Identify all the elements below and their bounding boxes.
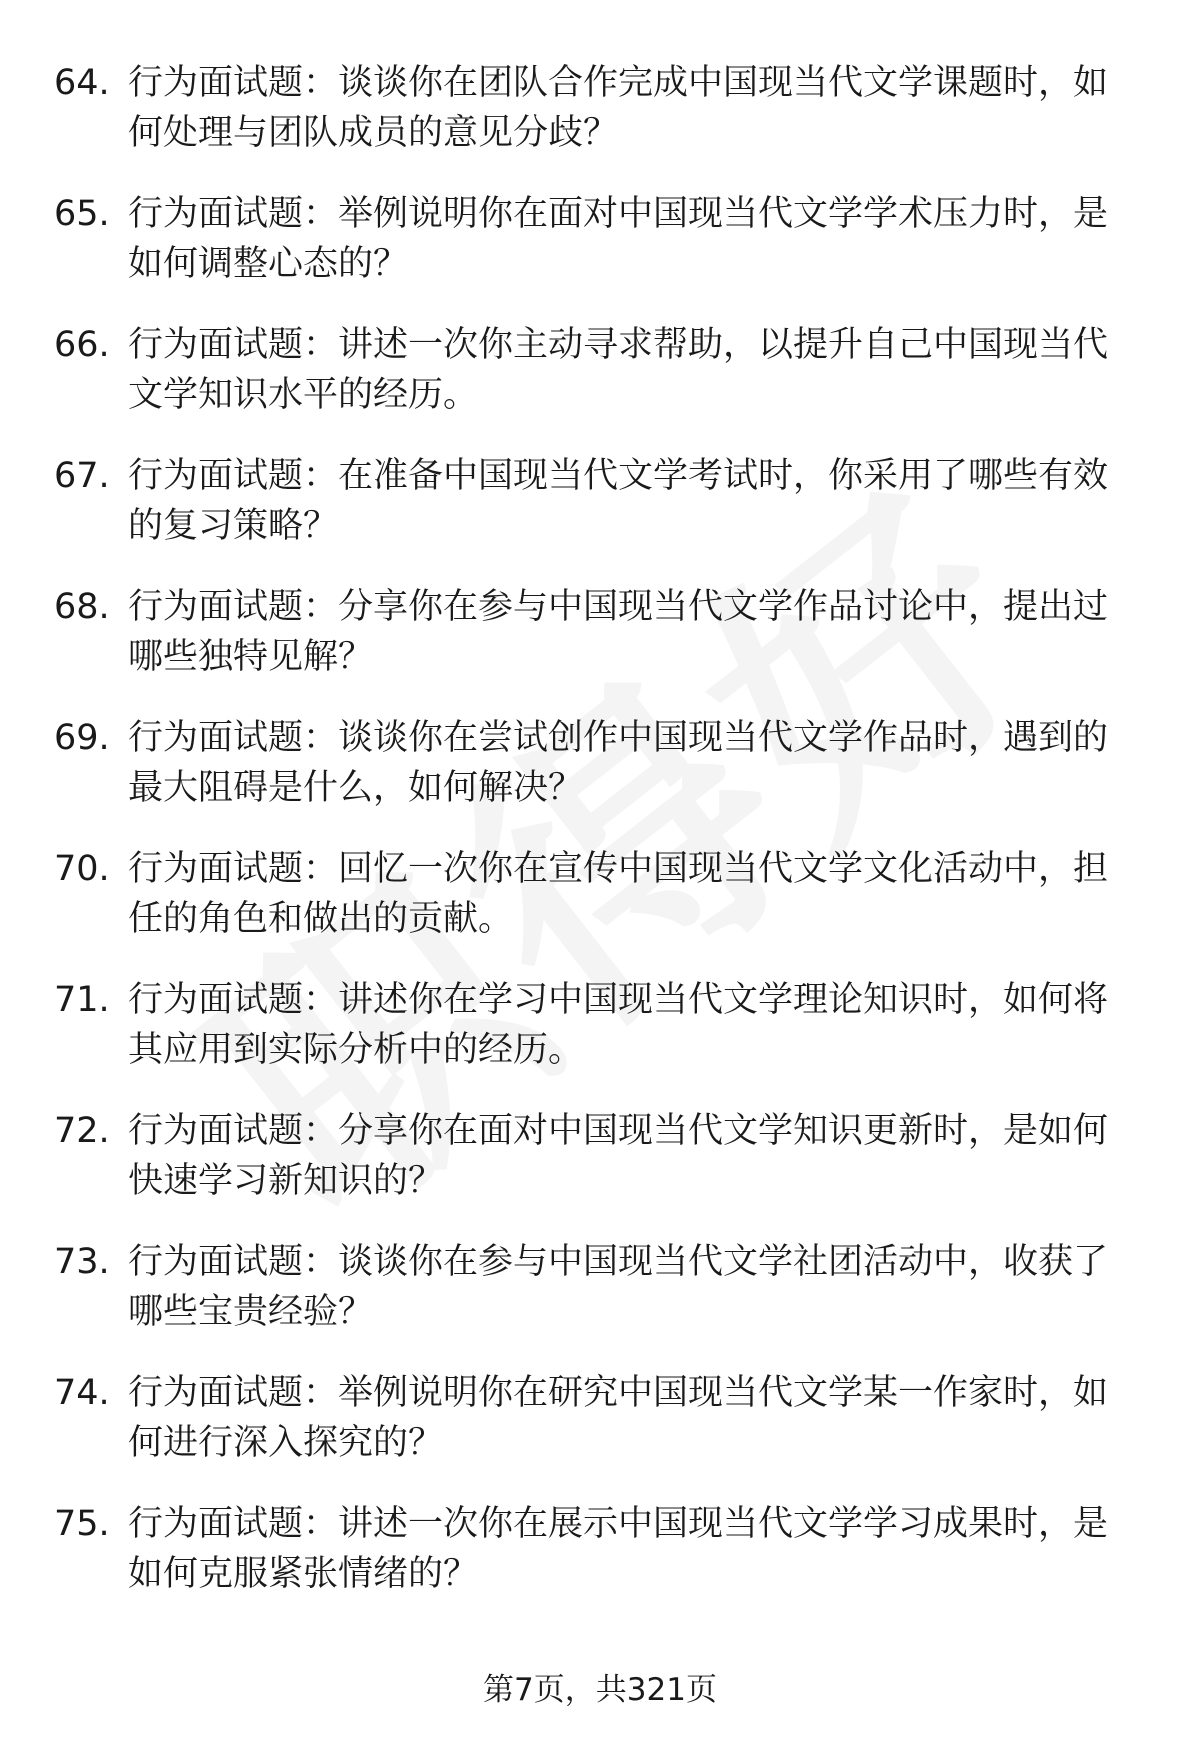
question-text: 行为面试题：分享你在面对中国现当代文学知识更新时，是如何快速学习新知识的？ [128, 1111, 1109, 1201]
question-text: 行为面试题：回忆一次你在宣传中国现当代文学文化活动中，担任的角色和做出的贡献。 [128, 849, 1109, 939]
question-item [0, 582, 1200, 713]
question-number: 72. [54, 1111, 110, 1151]
question-number: 73. [54, 1242, 110, 1282]
question-item [0, 1106, 1200, 1237]
question-text: 行为面试题：讲述你在学习中国现当代文学理论知识时，如何将其应用到实际分析中的经历。 [128, 980, 1109, 1070]
question-text: 行为面试题：举例说明你在研究中国现当代文学某一作家时，如何进行深入探究的？ [128, 1373, 1109, 1463]
question-item [0, 713, 1200, 844]
question-text: 行为面试题：在准备中国现当代文学考试时，你采用了哪些有效的复习策略？ [128, 456, 1109, 546]
question-number: 75. [54, 1504, 110, 1544]
question-item [0, 189, 1200, 320]
question-number: 65. [54, 194, 110, 234]
question-number: 68. [54, 587, 110, 627]
question-number: 74. [54, 1373, 110, 1413]
question-item [0, 320, 1200, 451]
question-number: 64. [54, 63, 110, 103]
question-text: 行为面试题：讲述一次你主动寻求帮助，以提升自己中国现当代文学知识水平的经历。 [128, 325, 1109, 415]
question-list [0, 58, 1200, 1630]
question-item [0, 58, 1200, 189]
question-number: 69. [54, 718, 110, 758]
question-number: 71. [54, 980, 110, 1020]
question-item [0, 1499, 1200, 1630]
question-text: 行为面试题：分享你在参与中国现当代文学作品讨论中，提出过哪些独特见解？ [128, 587, 1109, 677]
question-number: 66. [54, 325, 110, 365]
question-text: 行为面试题：谈谈你在尝试创作中国现当代文学作品时，遇到的最大阻碍是什么，如何解决？ [128, 718, 1109, 808]
question-item [0, 975, 1200, 1106]
question-item [0, 451, 1200, 582]
question-text: 行为面试题：谈谈你在参与中国现当代文学社团活动中，收获了哪些宝贵经验？ [128, 1242, 1109, 1332]
question-text: 行为面试题：讲述一次你在展示中国现当代文学学习成果时，是如何克服紧张情绪的？ [128, 1504, 1109, 1594]
question-item [0, 1368, 1200, 1499]
page-number: 第7页，共321页 [483, 1672, 717, 1708]
question-item [0, 1237, 1200, 1368]
question-number: 70. [54, 849, 110, 889]
question-item [0, 844, 1200, 975]
question-text: 行为面试题：谈谈你在团队合作完成中国现当代文学课题时，如何处理与团队成员的意见分歧？ [128, 63, 1109, 153]
question-text: 行为面试题：举例说明你在面对中国现当代文学学术压力时，是如何调整心态的？ [128, 194, 1109, 284]
question-number: 67. [54, 456, 110, 496]
